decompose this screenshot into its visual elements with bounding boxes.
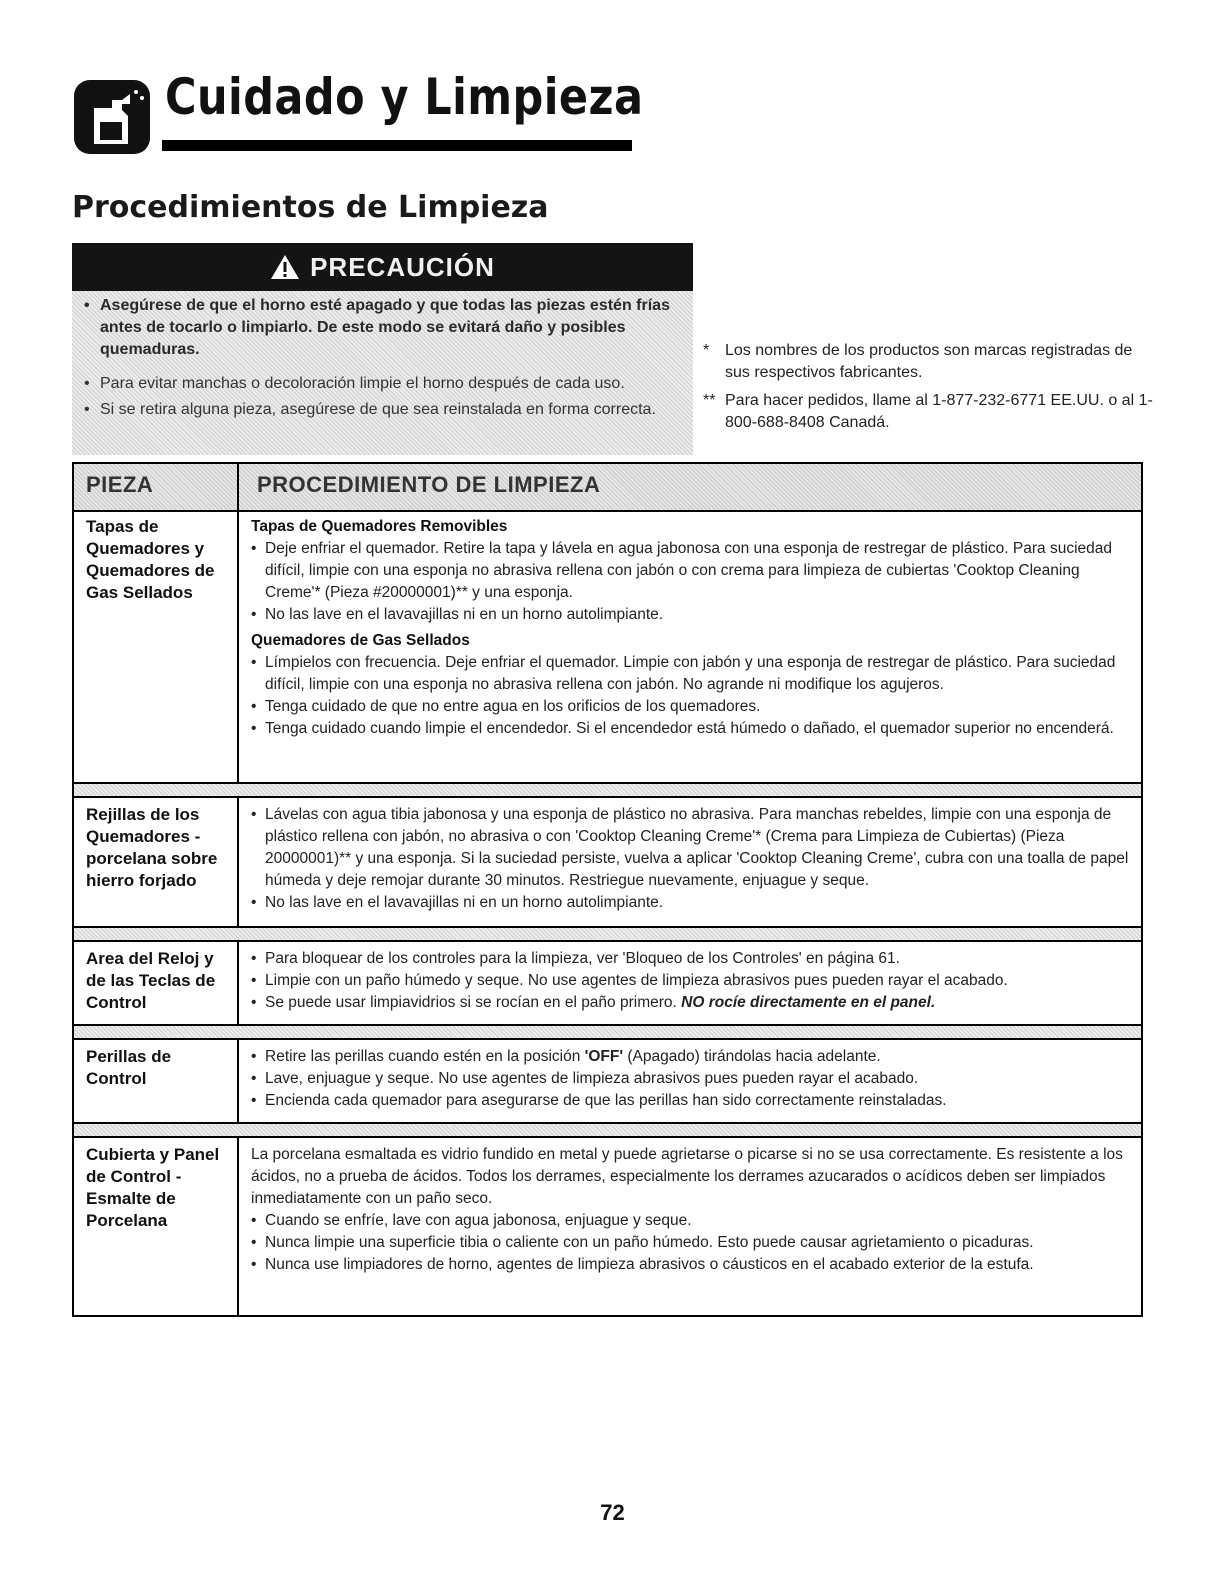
table-header xyxy=(74,464,1141,512)
caution-item: • Si se retira alguna pieza, asegúrese de que sea reinstalada en forma correcta. xyxy=(84,399,684,421)
row-procedure xyxy=(251,1046,1135,1112)
paragraph: La porcelana esmaltada es vidrio fundido en metal y puede agrietarse o picarse si no se usa correctamente. Es resistente a los ácidos, no a prueba de ácidos. Todos los derrames, especialmente los derrames azucarados o acídicos deben ser limpiados inmediatamente con un paño seco. xyxy=(251,1146,1123,1207)
bullet: • Deje enfriar el quemador. Retire la tapa y lávela en agua jabonosa con una esponja de restregar de plástico. Para suciedad difícil, limpie con una esponja no abrasiva rellena con jabón o con crema para limpieza de cubiertas 'Cooktop Cleaning Creme'* (Pieza #20000001)** y una esponja. xyxy=(251,538,1135,604)
bullet: • Encienda cada quemador para asegurarse de que las perillas han sido correctamente reinstaladas. xyxy=(251,1090,1135,1112)
bullet: • No las lave en el lavavajillas ni en un horno autolimpiante. xyxy=(251,604,1135,626)
bullet: • Límpielos con frecuencia. Deje enfriar el quemador. Limpie con jabón y una esponja de restregar de plástico. Para suciedad difícil, limpie con una esponja no abrasiva rellena con jabón. No agrande ni modifique los agujeros. xyxy=(251,652,1135,696)
row-separator xyxy=(74,1026,1141,1040)
row-procedure xyxy=(251,1144,1135,1276)
footnotes xyxy=(703,340,1153,440)
caution-item: • Para evitar manchas o decoloración limpie el horno después de cada uso. xyxy=(84,373,684,395)
table-row xyxy=(74,510,1141,784)
footnote-text: Para hacer pedidos, llame al 1-877-232-6771 EE.UU. o al 1-800-688-8408 Canadá. xyxy=(725,392,1153,431)
footnote-mark: * xyxy=(703,342,710,359)
caution-title: PRECAUCIÓN xyxy=(310,251,495,282)
row-pieza: Cubierta y Panel de Control - Esmalte de Porcelana xyxy=(86,1145,220,1230)
section-title: Procedimientos de Limpieza xyxy=(72,190,549,225)
caution-list xyxy=(84,295,684,425)
cleaning-table xyxy=(72,462,1143,1317)
row-pieza: Perillas de Control xyxy=(86,1047,172,1088)
row-separator xyxy=(74,928,1141,942)
emphasis-text: NO rocíe directamente en el panel. xyxy=(681,994,936,1011)
page-number: 72 xyxy=(600,1500,625,1525)
footnote-text: Los nombres de los productos son marcas registradas de sus respectivos fabricantes. xyxy=(725,342,1133,381)
bullet: • No las lave en el lavavajillas ni en un horno autolimpiante. xyxy=(251,892,1135,914)
caution-box xyxy=(72,243,693,455)
bullet: • Tenga cuidado de que no entre agua en los orificios de los quemadores. xyxy=(251,696,1135,718)
page-title: Cuidado y Limpieza xyxy=(165,68,644,126)
footnote xyxy=(703,390,1153,434)
bullet-text: Retire las perillas cuando estén en la posición xyxy=(265,1048,581,1065)
column-header-pieza: PIEZA xyxy=(86,472,154,497)
bullet: • Limpie con un paño húmedo y seque. No use agentes de limpieza abrasivos pues pueden rayar el acabado. xyxy=(251,970,1135,992)
footnote xyxy=(703,340,1153,384)
row-separator xyxy=(74,784,1141,798)
page-header xyxy=(72,68,644,156)
bullet xyxy=(251,1046,1135,1068)
bullet: • Para bloquear de los controles para la limpieza, ver 'Bloqueo de los Controles' en página 61. xyxy=(251,948,1135,970)
column-header-procedimiento: PROCEDIMIENTO DE LIMPIEZA xyxy=(257,472,601,497)
row-pieza: Rejillas de los Quemadores - porcelana sobre hierro forjado xyxy=(86,805,218,890)
row-pieza: Tapas de Quemadores y Quemadores de Gas Sellados xyxy=(86,517,215,602)
subheading: Tapas de Quemadores Removibles xyxy=(251,518,508,535)
warning-icon xyxy=(270,254,300,280)
table-row xyxy=(74,942,1141,1026)
table-row xyxy=(74,1040,1141,1124)
footnote-mark: ** xyxy=(703,392,716,409)
bullet-text: (Apagado) tirándolas hacia adelante. xyxy=(627,1048,881,1065)
caution-item: • Asegúrese de que el horno esté apagado y que todas las piezas estén frías antes de tocarlo o limpiarlo. De este modo se evitará daño y posibles quemaduras. xyxy=(84,295,684,361)
subheading: Quemadores de Gas Sellados xyxy=(251,632,470,649)
title-underline xyxy=(162,140,632,151)
bullet: • Lave, enjuague y seque. No use agentes de limpieza abrasivos pues pueden rayar el acabado. xyxy=(251,1068,1135,1090)
spray-bottle-icon xyxy=(72,78,152,156)
row-procedure xyxy=(251,948,1135,1014)
bullet: • Lávelas con agua tibia jabonosa y una esponja de plástico no abrasiva. Para manchas rebeldes, limpie con una esponja de plástico rellena con jabón, no abrasiva o con 'Cooktop Cleaning Creme'* (Crema para Limpieza de Cubiertas) (Pieza 20000001)** y una esponja. Si la suciedad persiste, vuelva a aplicar 'Cooktop Cleaning Creme', cubra con una toalla de papel húmeda y deje remojar durante 30 minutos. Restriegue nuevamente, enjuague y seque. xyxy=(251,804,1135,892)
row-procedure xyxy=(251,516,1135,740)
bullet: • Nunca limpie una superficie tibia o caliente con un paño húmedo. Esto puede causar agrietamiento o picaduras. xyxy=(251,1232,1135,1254)
table-row xyxy=(74,1138,1141,1315)
bullet xyxy=(251,992,1135,1014)
row-procedure xyxy=(251,804,1135,914)
caution-header xyxy=(72,243,693,291)
bullet: • Cuando se enfríe, lave con agua jabonosa, enjuague y seque. xyxy=(251,1210,1135,1232)
bullet: • Tenga cuidado cuando limpie el encendedor. Si el encendedor está húmedo o dañado, el quemador superior no encenderá. xyxy=(251,718,1135,740)
bullet-text: Se puede usar limpiavidrios si se rocían en el paño primero. xyxy=(265,994,677,1011)
bold-term: 'OFF' xyxy=(584,1048,624,1065)
bullet: • Nunca use limpiadores de horno, agentes de limpieza abrasivos o cáusticos en el acabado exterior de la estufa. xyxy=(251,1254,1135,1276)
table-row xyxy=(74,798,1141,928)
row-separator xyxy=(74,1124,1141,1138)
row-pieza: Area del Reloj y de las Teclas de Control xyxy=(86,949,216,1012)
